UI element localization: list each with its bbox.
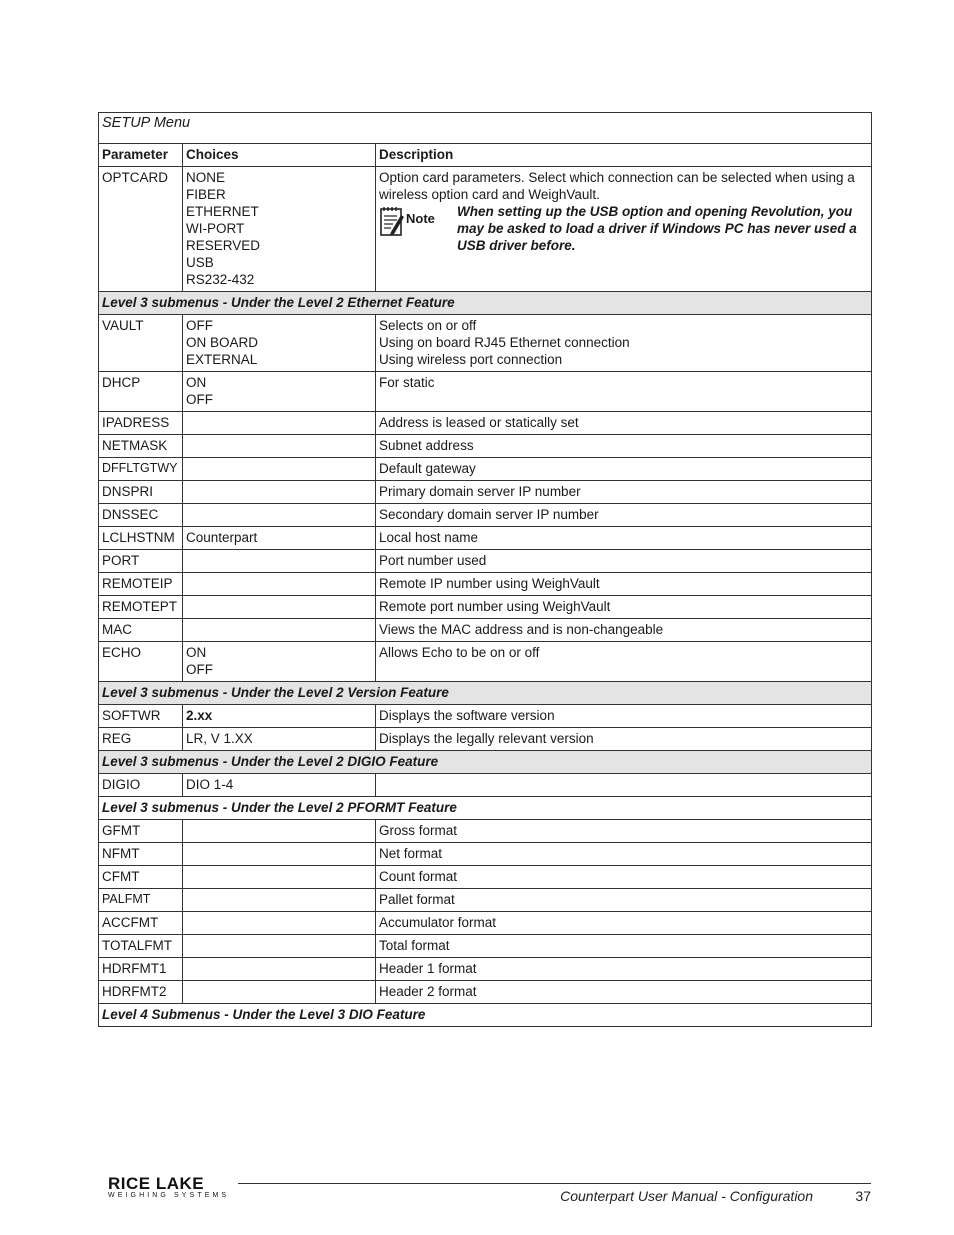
choices-cell xyxy=(183,820,376,843)
table-row xyxy=(99,412,872,435)
footer-divider xyxy=(238,1183,871,1184)
description-cell: Remote IP number using WeighVault xyxy=(376,573,872,596)
choices-cell xyxy=(183,167,376,292)
description-cell: Local host name xyxy=(376,527,872,550)
description-cell xyxy=(376,774,872,797)
description-cell: Count format xyxy=(376,866,872,889)
notepad-icon xyxy=(379,205,405,237)
param-cell: LCLHSTNM xyxy=(99,527,183,550)
choice-item: USB xyxy=(186,255,214,270)
choices-cell: DIO 1-4 xyxy=(183,774,376,797)
table-row xyxy=(99,843,872,866)
choices-cell xyxy=(183,504,376,527)
note-label: Note xyxy=(406,211,435,226)
description-line: Using wireless port connection xyxy=(379,352,563,367)
param-cell: DFFLTGTWY xyxy=(99,458,183,481)
section-title: Level 3 submenus - Under the Level 2 Version Feature xyxy=(99,682,872,705)
choices-cell xyxy=(183,550,376,573)
page-footer xyxy=(108,1172,871,1212)
choices-cell xyxy=(183,435,376,458)
section-row-ethernet xyxy=(99,292,872,315)
page-number: 37 xyxy=(855,1188,871,1204)
table-row xyxy=(99,820,872,843)
choice-item: OFF xyxy=(186,662,213,677)
description-cell: Header 2 format xyxy=(376,981,872,1004)
choice-item: RESERVED xyxy=(186,238,261,253)
param-cell: GFMT xyxy=(99,820,183,843)
param-cell: ECHO xyxy=(99,642,183,682)
table-row xyxy=(99,435,872,458)
description-cell: Allows Echo to be on or off xyxy=(376,642,872,682)
section-title: Level 3 submenus - Under the Level 2 Ethernet Feature xyxy=(99,292,872,315)
description-cell: Remote port number using WeighVault xyxy=(376,596,872,619)
param-cell: REG xyxy=(99,728,183,751)
param-cell: HDRFMT1 xyxy=(99,958,183,981)
choices-cell xyxy=(183,481,376,504)
choices-cell xyxy=(183,619,376,642)
choices-cell xyxy=(183,912,376,935)
param-cell: REMOTEIP xyxy=(99,573,183,596)
table-row xyxy=(99,550,872,573)
note-text: When setting up the USB option and opening Revolution, you may be asked to load a driver if Windows PC has never used a USB driver before. xyxy=(457,204,857,253)
description-cell: Displays the software version xyxy=(376,705,872,728)
table-row xyxy=(99,481,872,504)
param-cell: DNSPRI xyxy=(99,481,183,504)
param-cell: DIGIO xyxy=(99,774,183,797)
choices-cell xyxy=(183,958,376,981)
choice-item: ON xyxy=(186,375,207,390)
choices-cell xyxy=(183,866,376,889)
section-row-digio xyxy=(99,751,872,774)
table-title-row xyxy=(99,113,872,144)
table-row-dhcp xyxy=(99,372,872,412)
note-badge xyxy=(379,203,457,254)
choice-item: ETHERNET xyxy=(186,204,259,219)
choices-cell xyxy=(183,981,376,1004)
note-box xyxy=(379,203,868,254)
choices-cell: 2.xx xyxy=(183,705,376,728)
param-cell: CFMT xyxy=(99,866,183,889)
description-line: Using on board RJ45 Ethernet connection xyxy=(379,335,630,350)
param-cell: PORT xyxy=(99,550,183,573)
header-choices: Choices xyxy=(183,144,376,167)
optcard-description: Option card parameters. Select which connection can be selected when using a wireless option card and WeighVault. xyxy=(379,170,855,202)
description-cell: Secondary domain server IP number xyxy=(376,504,872,527)
rice-lake-logo xyxy=(108,1175,229,1199)
description-cell xyxy=(376,315,872,372)
choices-cell xyxy=(183,642,376,682)
table-row xyxy=(99,573,872,596)
choices-cell xyxy=(183,458,376,481)
logo-main-text: RICE LAKE xyxy=(108,1174,205,1193)
choice-item: FIBER xyxy=(186,187,226,202)
table-row xyxy=(99,619,872,642)
table-row xyxy=(99,527,872,550)
table-row xyxy=(99,596,872,619)
table-row-optcard xyxy=(99,167,872,292)
param-cell: PALFMT xyxy=(99,889,183,912)
choices-cell xyxy=(183,573,376,596)
setup-menu-table xyxy=(98,112,872,1027)
param-cell: TOTALFMT xyxy=(99,935,183,958)
choices-cell xyxy=(183,935,376,958)
description-cell: Net format xyxy=(376,843,872,866)
header-parameter: Parameter xyxy=(99,144,183,167)
description-cell: Primary domain server IP number xyxy=(376,481,872,504)
description-cell: Pallet format xyxy=(376,889,872,912)
choices-cell xyxy=(183,843,376,866)
param-cell: MAC xyxy=(99,619,183,642)
table-row xyxy=(99,866,872,889)
footer-manual-title: Counterpart User Manual - Configuration xyxy=(560,1188,813,1204)
param-cell: HDRFMT2 xyxy=(99,981,183,1004)
param-cell: DHCP xyxy=(99,372,183,412)
choices-cell xyxy=(183,412,376,435)
choice-item: ON xyxy=(186,645,207,660)
table-row xyxy=(99,504,872,527)
section-row-pformt xyxy=(99,797,872,820)
param-cell: REMOTEPT xyxy=(99,596,183,619)
description-line: Selects on or off xyxy=(379,318,477,333)
table-row xyxy=(99,958,872,981)
description-cell: Port number used xyxy=(376,550,872,573)
table-row xyxy=(99,889,872,912)
section-row-dio xyxy=(99,1004,872,1027)
header-description: Description xyxy=(376,144,872,167)
table-row-vault xyxy=(99,315,872,372)
section-row-version xyxy=(99,682,872,705)
param-cell: IPADRESS xyxy=(99,412,183,435)
logo-sub-text: WEIGHING SYSTEMS xyxy=(108,1192,230,1199)
choice-item: ON BOARD xyxy=(186,335,259,350)
description-cell: Displays the legally relevant version xyxy=(376,728,872,751)
table-row xyxy=(99,912,872,935)
description-cell xyxy=(376,167,872,292)
table-row-reg xyxy=(99,728,872,751)
param-cell: NETMASK xyxy=(99,435,183,458)
choices-cell: Counterpart xyxy=(183,527,376,550)
description-cell: Views the MAC address and is non-changeable xyxy=(376,619,872,642)
table-row xyxy=(99,935,872,958)
description-cell: Header 1 format xyxy=(376,958,872,981)
table-row-digio xyxy=(99,774,872,797)
table-title: SETUP Menu xyxy=(99,113,872,144)
param-cell: SOFTWR xyxy=(99,705,183,728)
description-cell: Total format xyxy=(376,935,872,958)
table-row xyxy=(99,981,872,1004)
choices-cell xyxy=(183,372,376,412)
description-cell: Gross format xyxy=(376,820,872,843)
section-title: Level 4 Submenus - Under the Level 3 DIO Feature xyxy=(99,1004,872,1027)
choice-item: EXTERNAL xyxy=(186,352,258,367)
description-cell: Subnet address xyxy=(376,435,872,458)
choices-cell: LR, V 1.XX xyxy=(183,728,376,751)
choice-item: WI-PORT xyxy=(186,221,245,236)
table-row xyxy=(99,458,872,481)
choices-cell xyxy=(183,889,376,912)
choices-cell xyxy=(183,315,376,372)
description-cell: Address is leased or statically set xyxy=(376,412,872,435)
table-row-echo xyxy=(99,642,872,682)
description-cell: For static xyxy=(376,372,872,412)
section-title: Level 3 submenus - Under the Level 2 PFORMT Feature xyxy=(99,797,872,820)
param-cell: ACCFMT xyxy=(99,912,183,935)
param-cell: DNSSEC xyxy=(99,504,183,527)
choice-item: RS232-432 xyxy=(186,272,255,287)
param-cell: OPTCARD xyxy=(99,167,183,292)
choice-item: NONE xyxy=(186,170,226,185)
table-header-row xyxy=(99,144,872,167)
description-cell: Default gateway xyxy=(376,458,872,481)
choice-item: OFF xyxy=(186,318,213,333)
choices-cell xyxy=(183,596,376,619)
table-row-softwr xyxy=(99,705,872,728)
choice-item: OFF xyxy=(186,392,213,407)
param-cell: NFMT xyxy=(99,843,183,866)
param-cell: VAULT xyxy=(99,315,183,372)
section-title: Level 3 submenus - Under the Level 2 DIGIO Feature xyxy=(99,751,872,774)
description-cell: Accumulator format xyxy=(376,912,872,935)
